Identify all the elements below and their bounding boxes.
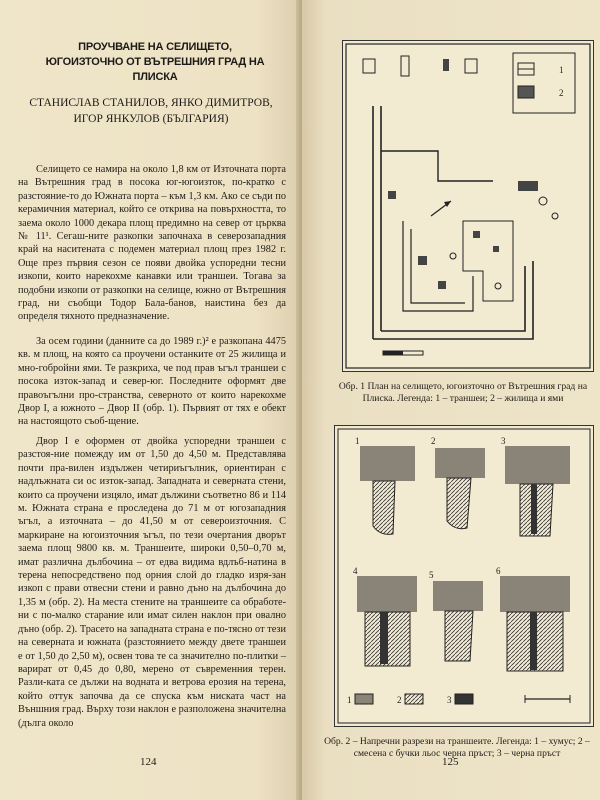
plan-legend-2: 2: [559, 88, 564, 98]
section-6: [496, 566, 570, 671]
body-text-block-2: [18, 335, 286, 429]
section-number: 2: [431, 436, 436, 446]
section-number: 3: [501, 436, 506, 446]
figure-1-caption: Обр. 1 План на селището, югоизточно от Вътрешния град на Плиска. Легенда: 1 – траншеи; 2 – жилища и ями: [338, 381, 588, 404]
section-number: 4: [353, 566, 358, 576]
plan-legend-1: 1: [559, 65, 564, 75]
body-text-block-3: [18, 435, 286, 730]
section-5: [429, 570, 483, 661]
legend-number: 2: [397, 695, 402, 705]
page-number-left: 124: [140, 756, 157, 768]
legend-number: 3: [447, 695, 452, 705]
section-number: 5: [429, 570, 434, 580]
article-authors: СТАНИСЛАВ СТАНИЛОВ, ЯНКО ДИМИТРОВ, ИГОР ЯНКУЛОВ (БЪЛГАРИЯ): [29, 97, 273, 125]
article-title: ПРОУЧВАНЕ НА СЕЛИЩЕТО, ЮГОИЗТОЧНО ОТ ВЪТРЕШНИЯ ГРАД НА ПЛИСКА: [45, 41, 265, 83]
paragraph: Двор I е оформен от двойка успоредни траншеи с разстоя-ние помежду им от 1,50 до 4,50 м. Представлява почти пра-вилен издължен четириъгълник, ориентиран с надлъжната си ос изток-запад. Западната и северната стени, които са проучени изцяло, имат дължини съответно 86 и 114 м. Южната страна е проследена до 71 м от югозападния ъгъл, а източната – до 41,50 м от североизточния. С маркиране на югоизточния ъгъл, по тези очертания дворът заема площ 9800 кв. м. Траншеите, широки 0,50–0,70 м, имат различна дълбочина – от едва видима вдлъб-натина в терена непосредствено под орния слой до гладко изря-зан изкоп с прави отвесни стени и равно дъно на дълбочина до 1,35 м (обр. 2). На места стените на траншеите са обработе-ни с по-малко старание или имат силен наклон при овално дъно (обр. 2). Трасето на западната страна е по-тясно от тези на северната и южната (разстоянието между двете траншеи е от 1,50 до 2,50 м), освен това те са значително по-плитки – варират от 0,45 до 0,80, мерено от съвременния терен. Разли-ката се дължи на водната и ветрова ерозия на терена, който оттук започва да се спуска към ниската част на Външния град. Върху този наклон е разположена значителна (дълга около: [18, 436, 286, 729]
section-2: [431, 436, 485, 529]
section-number: 6: [496, 566, 501, 576]
settlement-plan-drawing: [343, 41, 593, 371]
paragraph: За осем години (данните са до 1989 г.)² е разкопана 4475 кв. м площ, на която са проучени останките от 25 жилища и мно-гобройни ями. Те разкриха, че под прав ъгъл траншеи с посока изток-запад и север-юг. Последните оформят две правоъгълни про-странства, северното от които нарекохме Двор I, а южното – Двор II (обр. 1). Първият от тях е обект на настоящото съоб-щение.: [18, 336, 286, 428]
legend-number: 1: [347, 695, 352, 705]
page-number-right: 125: [442, 756, 459, 768]
settlement-plan-figure: [342, 40, 594, 372]
section-3: [501, 436, 570, 536]
trench-sections-drawing: [335, 426, 593, 726]
section-1: [355, 436, 415, 534]
figure-2-caption: Обр. 2 – Напречни разрези на траншеите. Легенда: 1 – хумус; 2 – смесена с бучки льос черна пръст; 3 – черна пръст: [324, 736, 590, 759]
body-text-block-1: [18, 163, 286, 324]
right-page: [302, 0, 600, 800]
section-4: [353, 566, 417, 666]
trench-sections-figure: [334, 425, 594, 727]
paragraph: Селището се намира на около 1,8 км от Източната порта на Вътрешния град в посока юг-югоизток, по-кратко с разстояние-то до Южната порта – към 1,3 км. Ако се съди по керамичния материал, който се открива на повърхността, то заема около 1000 декара площ предимно на север от църква № 11¹. Сегаш-ните разкопки започнаха в северозападния край на наситената с подемен материал площ през 1982 г. Още през първия сезон се появи двойка успоредни тесни изкопи, които нарекохме канавки или траншеи. Тогава за подобни изкопи от разкопки на селище, южно от Вътрешния град, ни съобщи Тодор Бала-банов, наистина без да определя тяхното предназначение.: [18, 164, 286, 323]
section-number: 1: [355, 436, 360, 446]
